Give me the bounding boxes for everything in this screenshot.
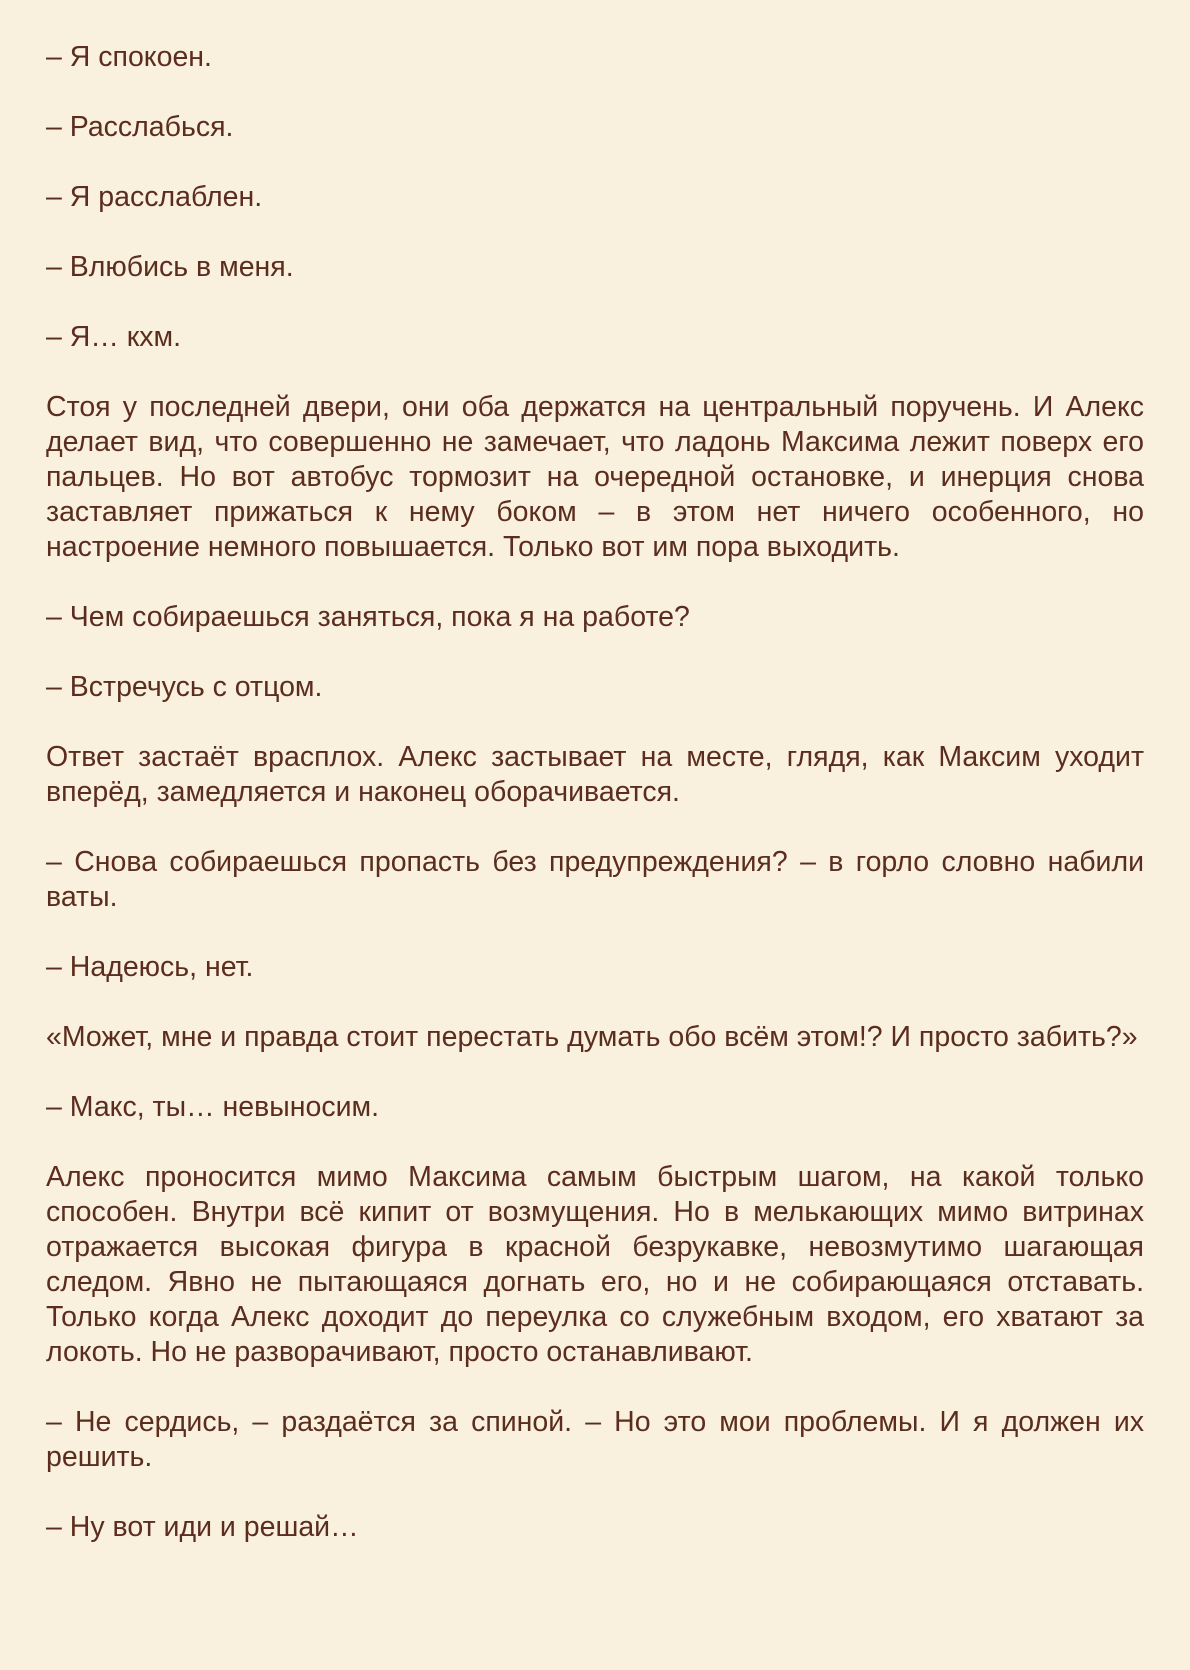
dialogue-line: – Расслабься. bbox=[46, 111, 234, 143]
dialogue-line: – Макс, ты… невыносим. bbox=[46, 1091, 379, 1123]
dialogue-line: – Я спокоен. bbox=[46, 41, 212, 73]
dialogue-line: – Я… кхм. bbox=[46, 321, 181, 353]
narration-paragraph: Стоя у последней двери, они оба держатся на центральный поручень. И Алекс делает вид, что совершенно не замечает, что ладонь Максима лежит поверх его пальцев. Но вот автобус тормозит на очередной остановке, и инерция снова заставляет прижаться к нему боком – в этом нет ничего особенного, но настроение немного повышается. Только вот им пора выходить. bbox=[46, 391, 1144, 563]
narration-paragraph: Ответ застаёт врасплох. Алекс застывает на месте, глядя, как Максим уходит вперёд, замедляется и наконец оборачивается. bbox=[46, 741, 1144, 808]
narration-paragraph: Алекс проносится мимо Максима самым быстрым шагом, на какой только способен. Внутри всё кипит от возмущения. Но в мелькающих мимо витринах отражается высокая фигура в красной безрукавке, невозмутимо шагающая следом. Явно не пытающаяся догнать его, но и не собирающаяся отставать. Только когда Алекс доходит до переулка со служебным входом, его хватают за локоть. Но не разворачивают, просто останавливают. bbox=[46, 1161, 1144, 1368]
dialogue-line: – Влюбись в меня. bbox=[46, 251, 294, 283]
dialogue-line: – Я расслаблен. bbox=[46, 181, 263, 213]
dialogue-line: – Встречусь с отцом. bbox=[46, 671, 323, 703]
dialogue-line: – Чем собираешься заняться, пока я на работе? bbox=[46, 601, 690, 633]
dialogue-line: – Надеюсь, нет. bbox=[46, 951, 254, 983]
inner-thought: «Может, мне и правда стоит перестать думать обо всём этом!? И просто забить?» bbox=[46, 1021, 1138, 1053]
dialogue-line: – Снова собираешься пропасть без предупреждения? – в горло словно набили ваты. bbox=[46, 846, 1144, 913]
dialogue-line: – Не сердись, – раздаётся за спиной. – Но это мои проблемы. И я должен их решить. bbox=[46, 1406, 1144, 1473]
document-page bbox=[46, 40, 1144, 1545]
dialogue-line: – Ну вот иди и решай… bbox=[46, 1511, 359, 1543]
